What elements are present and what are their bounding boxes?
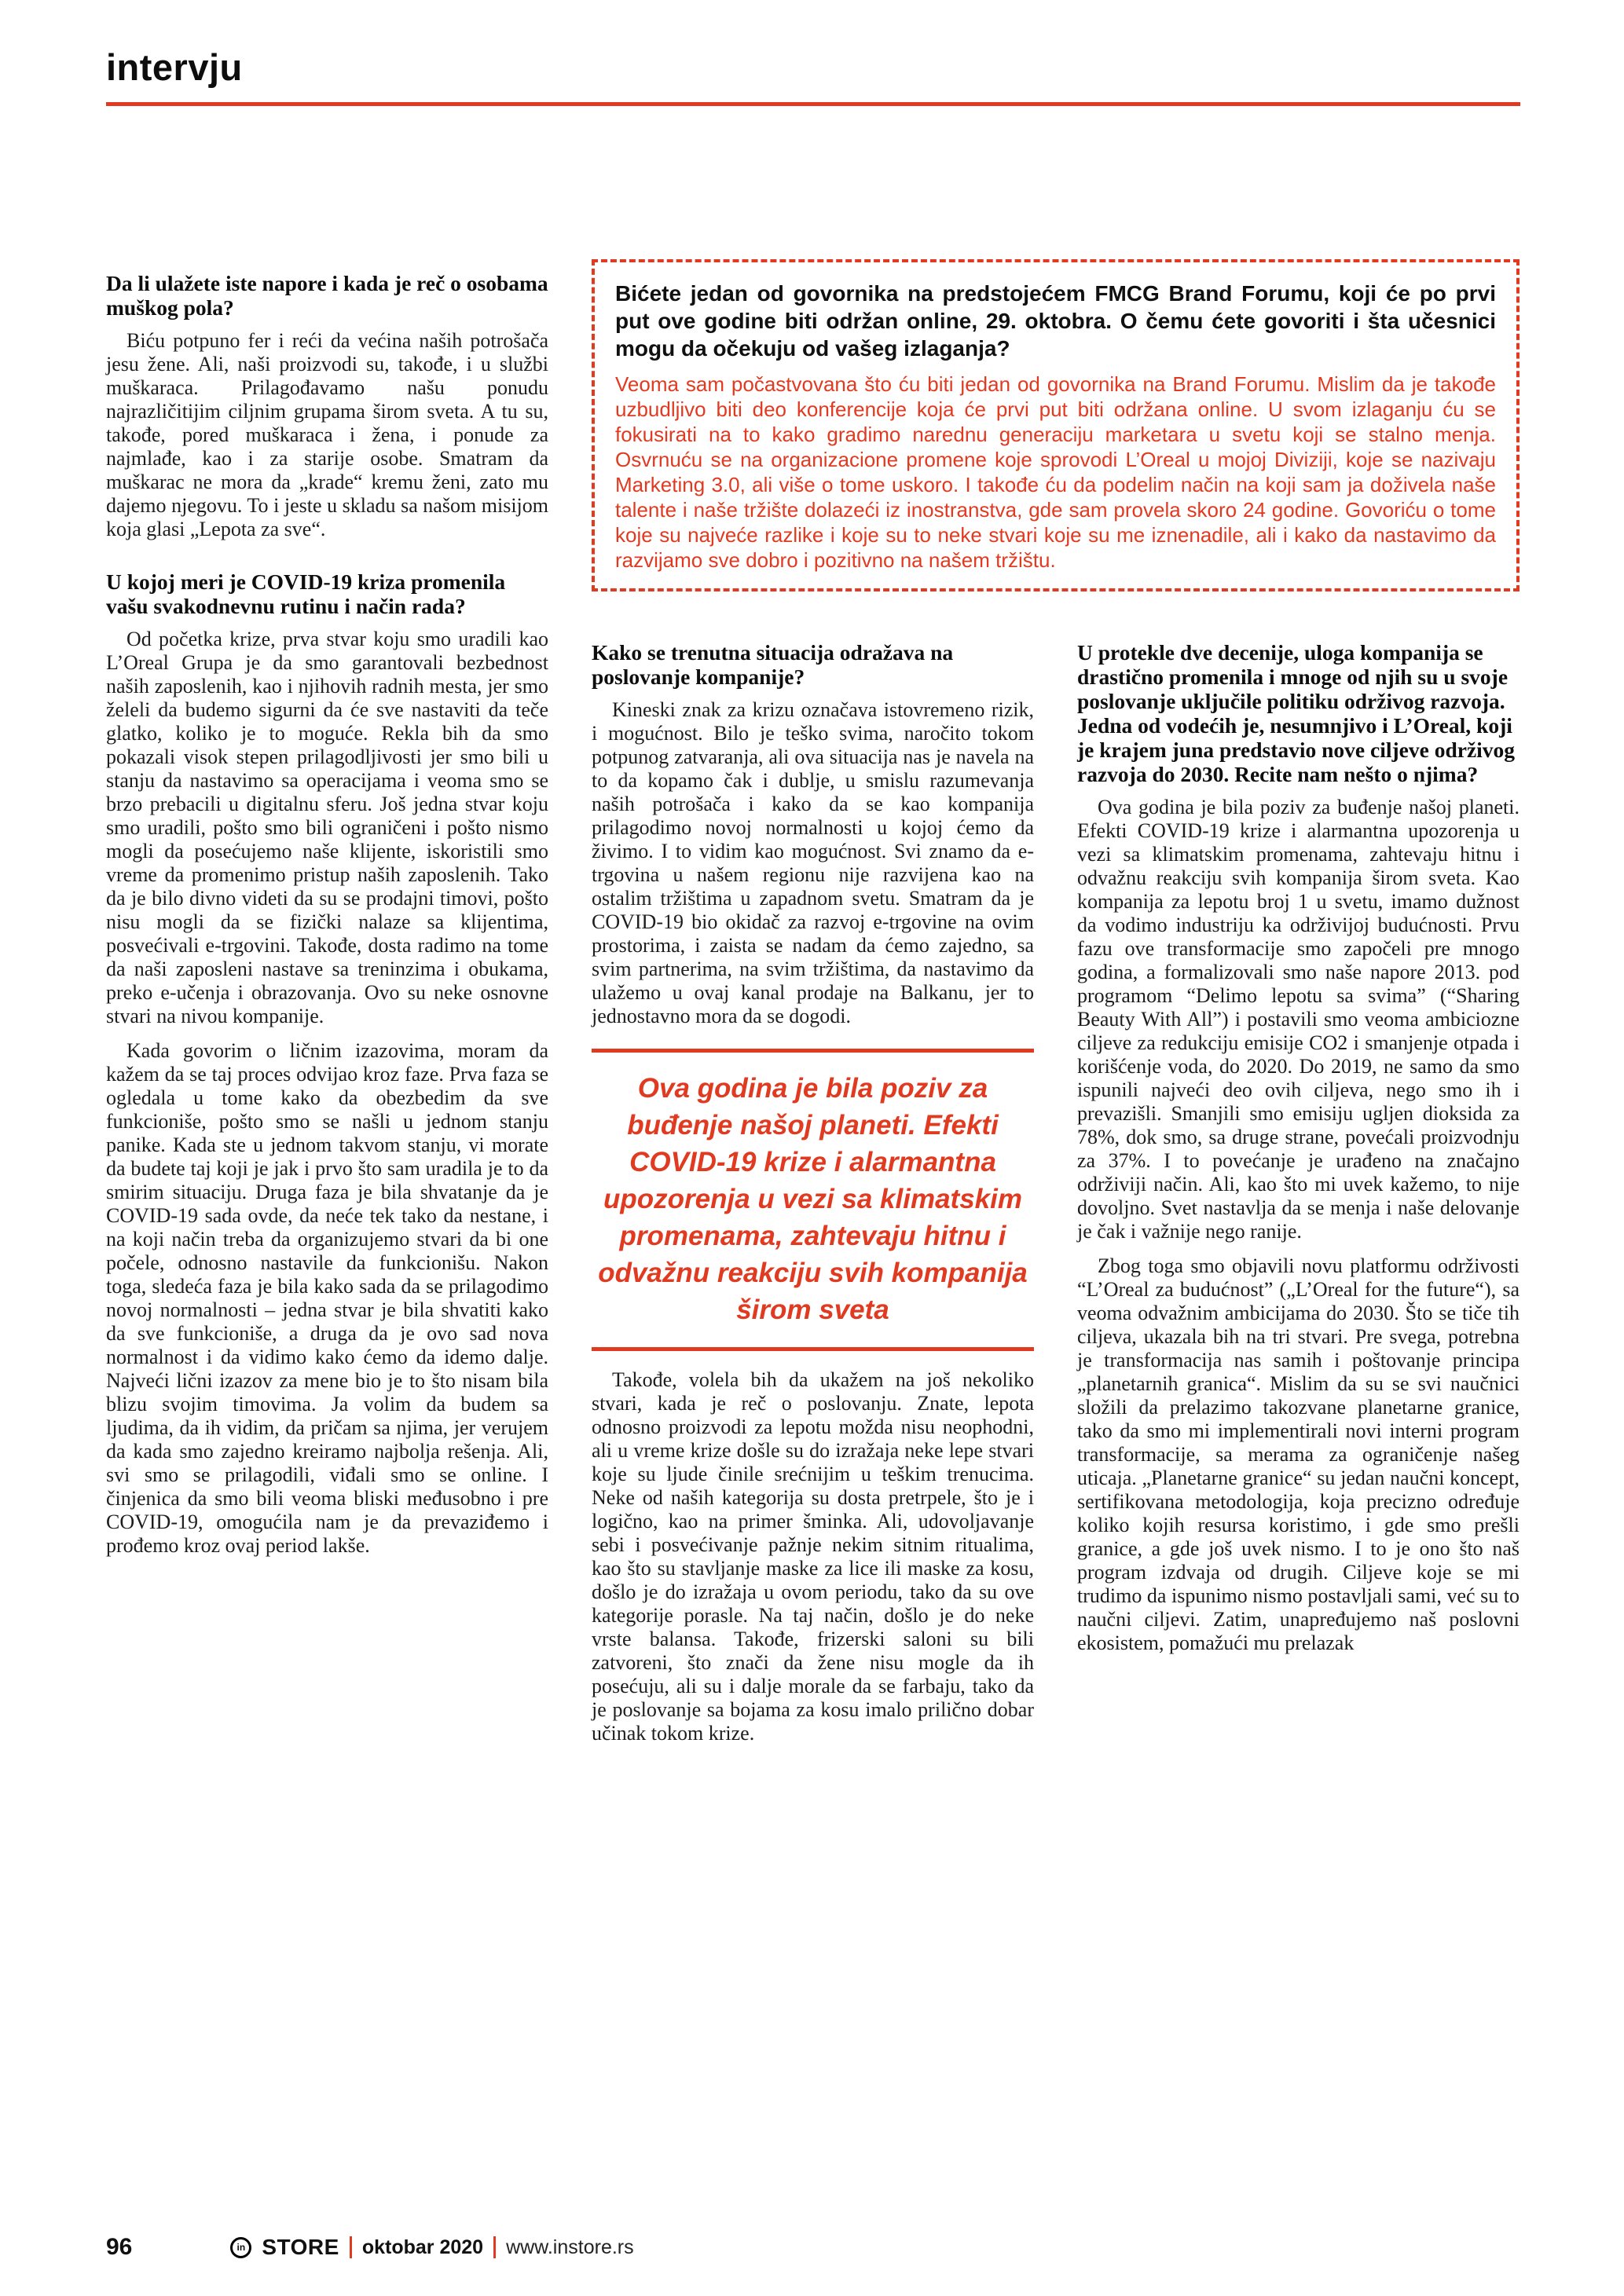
pull-quote-text: Ova godina je bila poziv za buđenje našoj planeti. Efekti COVID-19 krize i alarmantna upozorenja u vezi sa klimatskim promenama, zahtevaju hitnu i odvažnu reakciju svih kompanija širom sveta <box>598 1073 1028 1325</box>
section-title: intervju <box>106 46 243 88</box>
answer-paragraph: Ova godina je bila poziv za buđenje našoj planeti. Efekti COVID-19 krize i alarmantna upozorenja u vezi sa klimatskim promenama, zahtevaju hitnu i odvažnu reakciju svih kompanija širom sveta. Kao kompanija za lepotu broj 1 u svetu, imamo dužnost da vodimo industriju ka održivijoj budućnosti. Prvu fazu ove transformacije smo započeli pre mnogo godina, a formalizovali smo naše napore 2013. pod programom “Delimo lepotu sa svima” (“Sharing Beauty With All”) i postavili smo veoma ambiciozne ciljeve za redukciju emisije CO2 i smanjenje otpada i korišćenje voda, do 2020. Do 2019, ne samo da smo ispunili najveći deo ovih ciljeva, nego smo ih i prevazišli. Smanjili smo emisiju ugljen dioksida za 78%, dok smo, sa druge strane, povećali proizvodnju za 37%. I to povećanje je urađeno na značajno održiviji način. Ali, kao što mi uvek kažemo, to nije dovoljno. Svet nastavlja da se menja i naše delovanje je čak i važnije nego ranije. <box>1077 796 1520 1243</box>
question-heading: U protekle dve decenije, uloga kompanija se drastično promenila i mnoge od njih su u svoje poslovanje uključile politiku održivog razvoja. Jedna od vodećih je, nesumnjivo i L’Oreal, koji je krajem juna predstavio nove ciljeve održivog razvoja do 2030. Recite nam nešto o njima? <box>1077 640 1516 786</box>
column-middle <box>592 640 1034 1756</box>
question-heading: Kako se trenutna situacija odražava na poslovanje kompanije? <box>592 640 954 689</box>
page-footer <box>106 2234 1520 2261</box>
footer-brand: STORE <box>262 2235 339 2259</box>
box-answer: Veoma sam počastvovana što ću biti jedan od govornika na Brand Forumu. Mislim da je takođe uzbudljivo biti deo konferencije koja će prvi put biti održana online. U svom izlaganju ću se fokusirati na to kako gradimo narednu generaciju marketara u svetu koji se stalno menja. Osvrnuću se na organizacione promene koje sprovodi L’Oreal u mojoj Diviziji, koje se nazivaju Marketing 3.0, ali više o tome uskoro. I takođe ću da podelim način na koji sam ja doživela naše talente i naše tržište dolazeći iz inostranstva, gde sam provela skoro 24 godine. Govoriću o tome koje su najveće razlike i koje su to neke stvari koje su me iznenadile, ali i kako da nastavimo da razvijamo sve dobro i pozitivno na našem tržištu. <box>615 372 1496 572</box>
answer-paragraph: Kada govorim o ličnim izazovima, moram da kažem da se taj proces odvijao kroz faze. Prva faza se ogledala u tome kako da obezbedim da sve funkcioniše, pošto smo se našli u jednom stanju panike. Kada ste u jednom takvom stanju, vi morate da budete taj koji je jak i prvo što sam uradila je to da smirim situaciju. Druga faza je bila shvatanje da je COVID-19 sada ovde, da neće tek tako da nestane, i na koji način treba da organizujemo stvari da bi one počele, odnosno nastavile da funkcionišu. Nakon toga, sledeća faza je bila kako sada da se prilagodimo novoj normalnosti – jedna stvar je bila shvatiti kako da sve funkcioniše, a druga da je ovo sad nova normalnost i da vidimo kako ćemo da idemo dalje. Najveći lični izazov za mene bio je to što nisam bila blizu svojim timovima. Ja volim da budem sa ljudima, da ih vidim, da pričam sa njima, jer verujem da kada smo zajedno kreiramo najbolja rešenja. Ali, svi smo se prilagodili, viđali smo se online. I činjenica da smo bili veoma bliski međusobno i pre COVID-19, omogućila nam je da prevaziđemo i prođemo kroz ovaj period lakše. <box>106 1039 548 1557</box>
header-rule <box>106 102 1520 106</box>
footer-separator <box>493 2236 496 2258</box>
box-question: Bićete jedan od govornika na predstojećem FMCG Brand Forumu, koji će po prvi put ove godine biti održan online, 29. oktobra. O čemu ćete govoriti i šta učesnici mogu da očekuju od vašeg izlaganja? <box>615 281 1496 361</box>
answer-paragraph: Biću potpuno fer i reći da većina naših potrošača jesu žene. Ali, naši proizvodi su, takođe, i u službi muškaraca. Prilagođavamo našu ponudu najrazličitijim ciljnim grupama širom sveta. A tu su, takođe, pored muškaraca i žena, i ponude za najmlađe, kao i za starije osobe. Smatram da muškarac ne mora da „krade“ kremu ženi, zato mu dajemo njegovu. To i jeste u skladu sa našom misijom koja glasi „Lepota za sve“. <box>106 329 548 540</box>
page-number: 96 <box>106 2234 133 2260</box>
highlight-question-box <box>592 259 1520 591</box>
pull-quote <box>592 1049 1034 1351</box>
footer-issue: oktobar 2020 <box>361 2236 484 2258</box>
footer-separator <box>350 2236 352 2258</box>
footer-website-link[interactable]: www.instore.rs <box>506 2236 634 2258</box>
instore-logo-icon: in <box>230 2237 251 2258</box>
column-right <box>1077 640 1520 1666</box>
answer-paragraph: Kineski znak za krizu označava istovremeno rizik, i mogućnost. Bilo je teško svima, naročito tokom potpunog zatvaranja, ali ova situacija nas je navela na to da kopamo čak i dublje, u smislu razumevanja naših potrošača i kako da se kao kompanija prilagodimo novoj normalnosti u kojoj ćemo da živimo. I to vidim kao mogućnost. Svi znamo da e-trgovina u našem regionu nije razvijena kao na ostalim tržištima u zapadnom svetu. Smatram da je COVID-19 bio okidač za razvoj e-trgovine na ovim prostorima, i zaista se nadam da ćemo zajedno, sa svim partnerima, na svim tržištima, da nastavimo da ulažemo u ovaj kanal prodaje na Balkanu, jer to jednostavno mora da se dogodi. <box>592 698 1034 1027</box>
footer-logo-cluster <box>230 2235 633 2260</box>
question-heading: U kojoj meri je COVID-19 kriza promenila vašu svakodnevnu rutinu i način rada? <box>106 569 506 618</box>
answer-paragraph: Zbog toga smo objavili novu platformu održivosti “L’Oreal za budućnost” („L’Oreal for the future“), sa veoma odvažnim ambicijama do 2030. Što se tiče tih ciljeva, ukazala bih na tri stvari. Pre svega, potrebna je transformacija nas samih i poštovanje principa „planetarnih granica“. Mislim da su se svi naučnici složili da prelazimo takozvane planetarne granice, tako da smo mi implementirali novi interni program transformacije, sa merama za ograničenje našeg uticaja. „Planetarne granice“ su jedan naučni koncept, sertifikovana metodologija, koja precizno određuje koliko kojih resursa koristimo, i gde smo prešli granice, a gde još uvek nismo. I to je ono što naš program izdvaja od drugih. Ciljeve koje se mi trudimo da ispunimo nismo postavljali sami, već su to naučni ciljevi. Zatim, unapređujemo naš poslovni ekosistem, pomažući mu prelazak <box>1077 1254 1520 1654</box>
column-left <box>106 271 548 1569</box>
question-heading: Da li ulažete iste napore i kada je reč o osobama muškog pola? <box>106 271 548 320</box>
answer-paragraph: Od početka krize, prva stvar koju smo uradili kao L’Oreal Grupa je da smo garantovali bezbednost naših zaposlenih, kao i njihovih radnih mesta, jer smo želeli da budemo sigurni da će sve nastaviti da teče glatko, koliko je to moguće. Rekla bih da smo pokazali visok stepen prilagodljivosti jer smo bili u stanju da nastavimo sa operacijama i veoma smo se brzo prebacili u digitalnu sferu. Još jedna stvar koju smo uradili, pošto smo bili ograničeni i pošto nismo mogli da posećujemo naše klijente, iskoristili smo vreme da promenimo pristup naših zaposlenih. Tako da je bilo divno videti da su se prodajni timovi, pošto nisu mogli da se fizički nalaze sa klijentima, posvećivali e-trgovini. Takođe, dosta radimo na tome da naši zaposleni nastave sa treninzima i obukama, preko e-učenja i obrazovanja. Ovo su neke osnovne stvari na nivou kompanije. <box>106 628 548 1027</box>
pull-quote-rule-bottom <box>592 1347 1034 1351</box>
answer-paragraph: Takođe, volela bih da ukažem na još nekoliko stvari, kada je reč o poslovanju. Znate, lepota odnosno proizvodi za lepotu možda nisu neophodni, ali u vreme krize došle su do izražaja neke lepe stvari koje su ljude činile srećnijim u teškim trenucima. Neke od naših kategorija su dosta pretrpele, što je i logično, kao na primer šminka. Ali, udovoljavanje sebi i posvećivanje pažnje nekim sitnim ritualima, kao što su stavljanje maske za lice ili maske za kosu, došlo je do izražaja u ovom periodu, tako da su ove kategorije porasle. Na taj način, došlo je do neke vrste balansa. Takođe, frizerski saloni su bili zatvoreni, što znači da žene nisu mogle da ih posećuju, ali su i dalje morale da se farbaju, tako da je poslovanje sa bojama za kosu imalo prilično dobar učinak tokom krize. <box>592 1368 1034 1745</box>
